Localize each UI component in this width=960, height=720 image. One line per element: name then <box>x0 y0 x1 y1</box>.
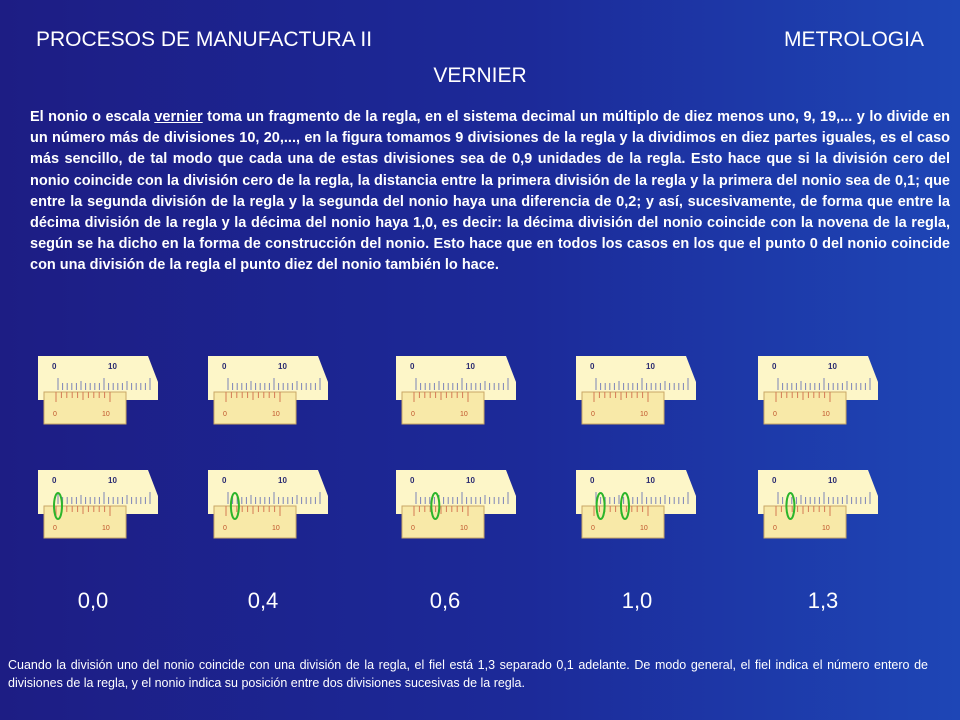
vernier-label-ten: 10 <box>460 525 468 532</box>
ruler-label-zero: 0 <box>52 476 57 485</box>
vernier-label-ten: 10 <box>640 411 648 418</box>
ruler-label-ten: 10 <box>466 362 475 371</box>
ruler-label-ten: 10 <box>278 362 287 371</box>
reading-2: 0,4 <box>247 588 279 613</box>
vernier-link[interactable]: vernier <box>154 109 203 125</box>
ruler-label-ten: 10 <box>278 476 287 485</box>
ruler-label-ten: 10 <box>646 362 655 371</box>
section-title: METROLOGIA <box>783 28 924 51</box>
vernier-gauge <box>576 356 696 428</box>
footer-note: Cuando la división uno del nonio coincide con una división de la regla, el fiel está 1,3 separado 0,1 adelante. De modo general, el fiel indica el número entero de divisiones de la regla, y el nonio indica su posición entre dos divisiones sucesivas de la regla. <box>8 658 928 690</box>
vernier-label-zero: 0 <box>411 411 415 418</box>
vernier-label-zero: 0 <box>223 411 227 418</box>
ruler-label-ten: 10 <box>828 362 837 371</box>
course-title: PROCESOS DE MANUFACTURA II <box>36 28 373 51</box>
vernier-label-zero: 0 <box>53 411 57 418</box>
vernier-gauge <box>208 356 328 428</box>
ruler-label-zero: 0 <box>590 362 595 371</box>
vernier-gauge <box>758 470 878 542</box>
reading-5: 1,3 <box>807 588 839 613</box>
ruler-label-zero: 0 <box>222 362 227 371</box>
ruler-label-zero: 0 <box>410 476 415 485</box>
vernier-label-ten: 10 <box>102 525 110 532</box>
vernier-label-zero: 0 <box>591 411 595 418</box>
vernier-label-ten: 10 <box>640 525 648 532</box>
vernier-gauge <box>396 470 516 542</box>
ruler-label-zero: 0 <box>772 362 777 371</box>
vernier-label-ten: 10 <box>272 525 280 532</box>
vernier-label-ten: 10 <box>822 525 830 532</box>
vernier-gauge <box>576 470 696 542</box>
page-title: VERNIER <box>433 64 527 87</box>
reading-4: 1,0 <box>621 588 653 613</box>
intro-text-rest: toma un fragmento de la regla, en el sistema decimal un múltiplo de diez menos uno, 9, 19,... y lo divide en un número más de divisiones 10, 20,..., en la figura tomamos 9 divisiones de la regla y la dividimos en diez partes iguales, es el caso más sencillo, de tal modo que cada una de estas divisiones sea de 0,9 unidades de la regla. Esto hace que si la división cero del nonio coincide con la división cero de la regla, la distancia entre la primera división de la regla y la primera del nonio sea de 0,1; que entre la segunda división de la regla y la segunda del nonio haya una diferencia de 0,2; y así, sucesivamente, de forma que entre la décima división de la regla y la décima del nonio haya 1,0, es decir: la décima división del nonio coincide con la novena de la regla, según se ha dicho en la forma de construcción del nonio. Esto hace que en todos los casos en los que el punto 0 del nonio coincide con una división de la regla el punto diez del nonio también lo hace. <box>30 109 950 274</box>
ruler-label-ten: 10 <box>646 476 655 485</box>
vernier-label-zero: 0 <box>411 525 415 532</box>
vernier-label-zero: 0 <box>773 411 777 418</box>
reading-1: 0,0 <box>77 588 109 613</box>
ruler-label-ten: 10 <box>828 476 837 485</box>
vernier-label-ten: 10 <box>272 411 280 418</box>
intro-text-start: El nonio o escala <box>30 109 155 125</box>
vernier-label-zero: 0 <box>591 525 595 532</box>
intro-paragraph <box>30 107 950 277</box>
ruler-label-zero: 0 <box>410 362 415 371</box>
vernier-label-zero: 0 <box>773 525 777 532</box>
reading-3: 0,6 <box>429 588 461 613</box>
vernier-label-zero: 0 <box>53 525 57 532</box>
ruler-label-ten: 10 <box>466 476 475 485</box>
vernier-label-ten: 10 <box>460 411 468 418</box>
ruler-label-zero: 0 <box>772 476 777 485</box>
vernier-gauge <box>396 356 516 428</box>
vernier-gauge <box>38 356 158 428</box>
vernier-gauge <box>38 470 158 542</box>
vernier-gauge <box>208 470 328 542</box>
vernier-label-ten: 10 <box>822 411 830 418</box>
ruler-label-ten: 10 <box>108 476 117 485</box>
ruler-label-zero: 0 <box>590 476 595 485</box>
ruler-label-zero: 0 <box>222 476 227 485</box>
vernier-gauge <box>758 356 878 428</box>
ruler-label-zero: 0 <box>52 362 57 371</box>
vernier-label-ten: 10 <box>102 411 110 418</box>
ruler-label-ten: 10 <box>108 362 117 371</box>
vernier-label-zero: 0 <box>223 525 227 532</box>
